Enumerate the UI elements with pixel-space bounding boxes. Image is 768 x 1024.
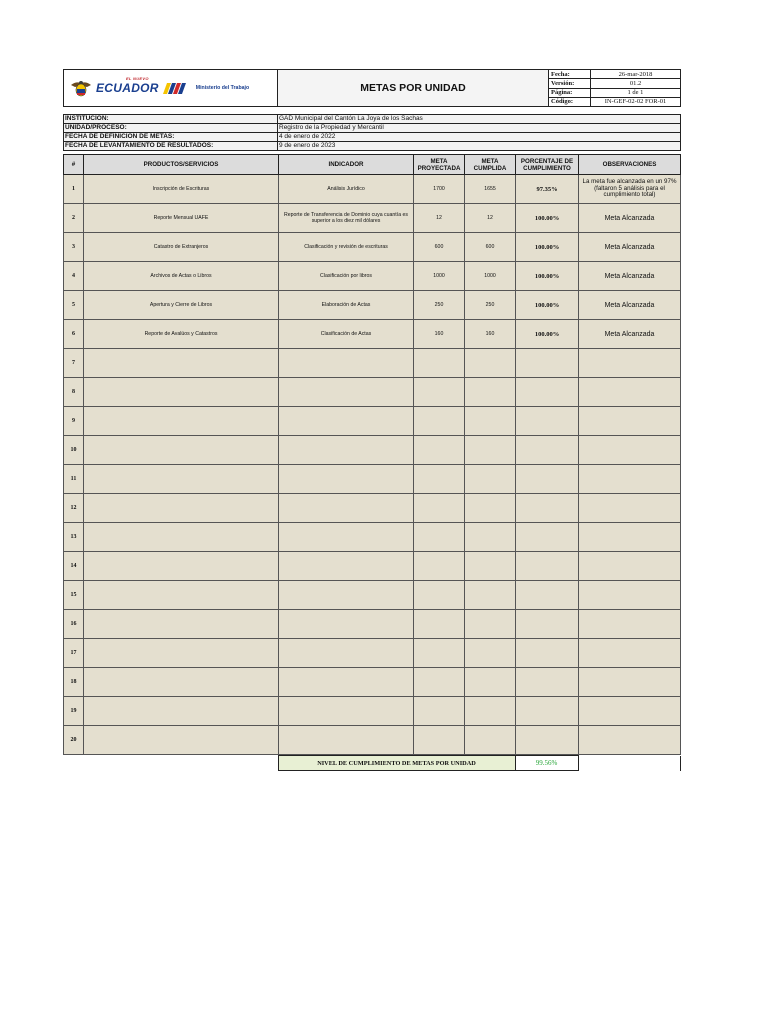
table-row [64,233,681,262]
observation-cell [579,668,681,697]
percent-cell: 100.00% [516,204,579,233]
percent-cell [516,581,579,610]
info-value: Registro de la Propiedad y Mercantil [278,124,681,133]
meta-label: Versión: [549,79,591,88]
percent-cell [516,552,579,581]
observation-cell [579,552,681,581]
row-number: 18 [64,668,84,697]
achieved-cell [465,465,516,494]
col-header-cumplida: META CUMPLIDA [465,155,516,175]
percent-cell [516,407,579,436]
row-number: 12 [64,494,84,523]
flag-stripes-icon [165,83,184,94]
observation-cell: Meta Alcanzada [579,291,681,320]
achieved-cell: 250 [465,291,516,320]
logo [64,70,277,106]
row-number: 11 [64,465,84,494]
indicator-cell [279,552,414,581]
projected-cell: 12 [414,204,465,233]
achieved-cell [465,697,516,726]
indicator-cell [279,349,414,378]
percent-cell: 100.00% [516,262,579,291]
indicator-cell [279,610,414,639]
projected-cell [414,494,465,523]
product-cell [84,552,279,581]
achieved-cell [465,610,516,639]
row-number: 4 [64,262,84,291]
table-row [64,175,681,204]
row-number: 6 [64,320,84,349]
info-label: FECHA DE DEFINICIÓN DE METAS: [64,133,278,142]
projected-cell [414,581,465,610]
row-number: 8 [64,378,84,407]
product-cell: Apertura y Cierre de Libros [84,291,279,320]
brand-wordmark [96,76,159,95]
observation-cell [579,407,681,436]
row-number: 10 [64,436,84,465]
table-row [64,436,681,465]
col-header-porcentaje: PORCENTAJE DE CUMPLIMIENTO [516,155,579,175]
header-table [63,69,681,107]
percent-cell [516,668,579,697]
table-row [64,204,681,233]
projected-cell [414,552,465,581]
product-cell [84,349,279,378]
indicator-cell [279,697,414,726]
row-number: 1 [64,175,84,204]
col-header-num: # [64,155,84,175]
indicator-cell [279,668,414,697]
row-number: 9 [64,407,84,436]
indicator-cell: Clasificación de Actas [279,320,414,349]
indicator-cell [279,465,414,494]
observation-cell [579,697,681,726]
observation-cell [579,523,681,552]
indicator-cell: Clasificación por libros [279,262,414,291]
info-label: INSTITUCIÓN: [64,115,278,124]
product-cell: Reporte de Avalúos y Catastros [84,320,279,349]
indicator-cell [279,523,414,552]
product-cell [84,726,279,755]
percent-cell [516,494,579,523]
info-value: 9 de enero de 2023 [278,142,681,151]
row-number: 19 [64,697,84,726]
percent-cell [516,697,579,726]
col-header-producto: PRODUCTOS/SERVICIOS [84,155,279,175]
table-row [64,726,681,755]
row-number: 17 [64,639,84,668]
achieved-cell [465,436,516,465]
footer-table [63,755,681,771]
indicator-cell: Elaboración de Actas [279,291,414,320]
product-cell [84,668,279,697]
meta-value: 1 de 1 [591,88,681,97]
observation-cell: Meta Alcanzada [579,262,681,291]
meta-value: 26-mar-2018 [591,70,681,79]
percent-cell [516,349,579,378]
percent-cell: 100.00% [516,320,579,349]
projected-cell: 1700 [414,175,465,204]
product-cell [84,639,279,668]
achieved-cell: 600 [465,233,516,262]
product-cell: Reporte Mensual UAFE [84,204,279,233]
table-header-row [64,155,681,175]
percent-cell [516,465,579,494]
projected-cell [414,726,465,755]
page-title: METAS POR UNIDAD [278,70,549,107]
table-row [64,378,681,407]
observation-cell [579,639,681,668]
row-number: 15 [64,581,84,610]
percent-cell [516,639,579,668]
goals-table-body [64,175,681,755]
indicator-cell [279,378,414,407]
product-cell [84,697,279,726]
table-row [64,349,681,378]
achieved-cell [465,494,516,523]
projected-cell [414,639,465,668]
row-number: 13 [64,523,84,552]
achieved-cell [465,407,516,436]
indicator-cell [279,581,414,610]
product-cell: Inscripción de Escrituras [84,175,279,204]
projected-cell: 160 [414,320,465,349]
observation-cell [579,581,681,610]
product-cell [84,436,279,465]
table-row [64,639,681,668]
projected-cell [414,610,465,639]
product-cell: Catastro de Extranjeros [84,233,279,262]
total-label: NIVEL DE CUMPLIMIENTO DE METAS POR UNIDAD [278,756,515,771]
table-row [64,523,681,552]
table-row [64,262,681,291]
observation-cell: Meta Alcanzada [579,204,681,233]
meta-value: 01.2 [591,79,681,88]
col-header-observaciones: OBSERVACIONES [579,155,681,175]
achieved-cell [465,581,516,610]
indicator-cell: Análisis Jurídico [279,175,414,204]
goals-sheet [63,69,680,771]
row-number: 3 [64,233,84,262]
projected-cell [414,407,465,436]
row-number: 2 [64,204,84,233]
percent-cell [516,436,579,465]
percent-cell [516,726,579,755]
observation-cell [579,349,681,378]
projected-cell [414,523,465,552]
achieved-cell: 160 [465,320,516,349]
achieved-cell: 1000 [465,262,516,291]
product-cell [84,523,279,552]
indicator-cell [279,407,414,436]
observation-cell [579,726,681,755]
goals-table [63,154,681,755]
product-cell [84,378,279,407]
info-value: GAD Municipal del Cantón La Joya de los Sachas [278,115,681,124]
indicator-cell [279,639,414,668]
percent-cell [516,610,579,639]
ministry-name: Ministerio del Trabajo [195,85,250,91]
observation-cell: Meta Alcanzada [579,320,681,349]
indicator-cell: Clasificación y revisión de escrituras [279,233,414,262]
brand-tagline: EL NUEVO [126,76,149,81]
achieved-cell: 12 [465,204,516,233]
footer-spacer [63,756,278,771]
total-value: 99.56% [515,756,578,771]
table-row [64,291,681,320]
table-row [64,610,681,639]
projected-cell: 600 [414,233,465,262]
projected-cell [414,465,465,494]
percent-cell: 97.35% [516,175,579,204]
info-table [63,114,681,151]
projected-cell: 1000 [414,262,465,291]
table-row [64,320,681,349]
projected-cell [414,697,465,726]
row-number: 20 [64,726,84,755]
projected-cell [414,668,465,697]
observation-cell: La meta fue alcanzada en un 97% (faltaron 5 análisis para el cumplimiento total) [579,175,681,204]
row-number: 7 [64,349,84,378]
table-row [64,668,681,697]
achieved-cell [465,726,516,755]
table-row [64,465,681,494]
coat-of-arms-icon [70,79,92,97]
observation-cell [579,378,681,407]
indicator-cell: Reporte de Transferencia de Dominio cuya cuantía es superior a los diez mil dólares [279,204,414,233]
product-cell [84,581,279,610]
achieved-cell [465,349,516,378]
indicator-cell [279,726,414,755]
achieved-cell [465,668,516,697]
achieved-cell [465,552,516,581]
brand-text: ECUADOR [96,81,159,95]
info-label: FECHA DE LEVANTAMIENTO DE RESULTADOS: [64,142,278,151]
info-value: 4 de enero de 2022 [278,133,681,142]
row-number: 16 [64,610,84,639]
footer-end [578,756,680,771]
indicator-cell [279,494,414,523]
meta-label: Código: [549,97,591,106]
table-row [64,494,681,523]
col-header-indicador: INDICADOR [279,155,414,175]
col-header-proyectada: META PROYECTADA [414,155,465,175]
logo-cell [64,70,278,107]
meta-label: Fecha: [549,70,591,79]
observation-cell [579,436,681,465]
percent-cell: 100.00% [516,291,579,320]
projected-cell [414,349,465,378]
meta-label: Página: [549,88,591,97]
percent-cell: 100.00% [516,233,579,262]
info-label: UNIDAD/PROCESO: [64,124,278,133]
row-number: 14 [64,552,84,581]
product-cell: Archivos de Actas o Libros [84,262,279,291]
observation-cell [579,494,681,523]
percent-cell [516,523,579,552]
indicator-cell [279,436,414,465]
product-cell [84,465,279,494]
row-number: 5 [64,291,84,320]
achieved-cell [465,639,516,668]
percent-cell [516,378,579,407]
observation-cell: Meta Alcanzada [579,233,681,262]
projected-cell [414,436,465,465]
observation-cell [579,465,681,494]
meta-value: IN-GEF-02-02 FOR-01 [591,97,681,106]
achieved-cell [465,523,516,552]
table-row [64,581,681,610]
achieved-cell [465,378,516,407]
product-cell [84,610,279,639]
product-cell [84,407,279,436]
table-row [64,697,681,726]
observation-cell [579,610,681,639]
achieved-cell: 1655 [465,175,516,204]
table-row [64,407,681,436]
table-row [64,552,681,581]
projected-cell [414,378,465,407]
projected-cell: 250 [414,291,465,320]
product-cell [84,494,279,523]
